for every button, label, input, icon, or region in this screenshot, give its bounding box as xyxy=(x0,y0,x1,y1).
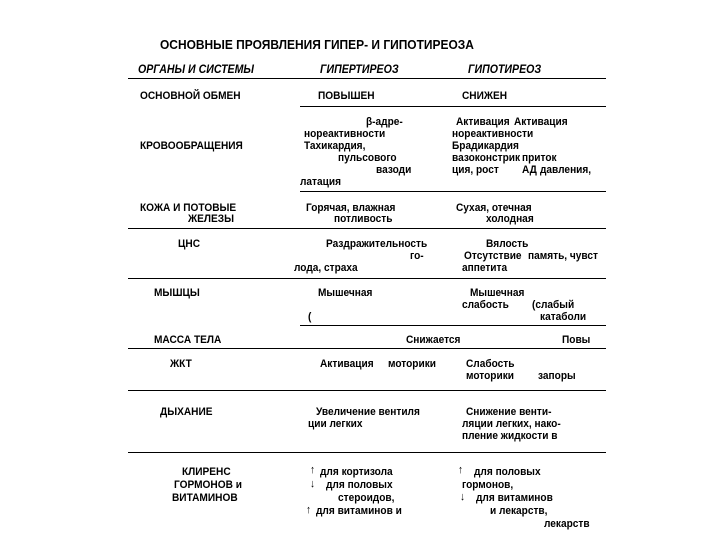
hypo-git-2b: запоры xyxy=(538,370,576,382)
page-title: ОСНОВНЫЕ ПРОЯВЛЕНИЯ ГИПЕР- И ГИПОТИРЕОЗА xyxy=(160,37,474,52)
hyper-breathing-1: Увеличение вентиля xyxy=(316,406,420,418)
hyper-circulation-5: вазоди xyxy=(376,164,412,176)
organ-clearance-2: ГОРМОНОВ и xyxy=(174,479,242,491)
hypo-circulation-5: ция, рост xyxy=(452,164,499,176)
organ-basal: ОСНОВНОЙ ОБМЕН xyxy=(140,90,241,102)
hyper-cns-1: Раздражительность xyxy=(326,238,428,250)
organ-skin-1: КОЖА И ПОТОВЫЕ xyxy=(140,202,237,214)
arrow-up-icon: ↑ xyxy=(458,464,464,476)
organ-git: ЖКТ xyxy=(170,358,192,370)
organ-clearance-3: ВИТАМИНОВ xyxy=(172,492,238,504)
hyper-git-1: Активация xyxy=(320,358,374,370)
hyper-muscles-2: ( xyxy=(308,311,312,323)
hyper-circulation-3: Тахикардия, xyxy=(304,140,366,152)
hypo-clearance-5: лекарств xyxy=(544,518,590,530)
hypo-git-1: Слабость xyxy=(466,358,515,370)
arrow-up-icon: ↑ xyxy=(306,504,312,516)
hypo-muscles-2b: (слабый xyxy=(532,299,575,311)
row-divider xyxy=(300,191,606,192)
hypo-git-2: моторики xyxy=(466,370,514,382)
hypo-cns-1: Вялость xyxy=(486,238,529,250)
hypo-breathing-1: Снижение венти- xyxy=(466,406,552,418)
hypo-breathing-2: ляции легких, нако- xyxy=(462,418,561,430)
hyper-skin-1: Горячая, влажная xyxy=(306,202,396,214)
row-divider xyxy=(300,325,606,326)
hypo-basal: СНИЖЕН xyxy=(462,90,508,102)
row-divider xyxy=(128,390,606,391)
organ-clearance-1: КЛИРЕНС xyxy=(182,466,231,478)
header-hyper: ГИПЕРТИРЕОЗ xyxy=(320,64,399,76)
hyper-clearance-1: для кортизола xyxy=(320,466,393,478)
hypo-cns-2: Отсутствие xyxy=(464,250,522,262)
hyper-circulation-1: β-адре- xyxy=(366,116,403,128)
hyper-circulation-2: нореактивности xyxy=(304,128,386,140)
hyper-clearance-3: стероидов, xyxy=(338,492,395,504)
hyper-circulation-4: пульсового xyxy=(338,152,397,164)
organ-circulation: КРОВООБРАЩЕНИЯ xyxy=(140,140,243,152)
hyper-git-2: моторики xyxy=(388,358,436,370)
row-divider xyxy=(128,228,606,229)
row-divider xyxy=(300,106,606,107)
hyper-weight: Снижается xyxy=(406,334,461,346)
header-hypo: ГИПОТИРЕОЗ xyxy=(468,64,542,76)
hypo-circulation-1: Активация xyxy=(456,116,510,128)
hypo-clearance-1: для половых xyxy=(474,466,541,478)
hypo-muscles-2: слабость xyxy=(462,299,509,311)
hyper-muscles-1: Мышечная xyxy=(318,287,373,299)
hypo-circulation-2: нореактивности xyxy=(452,128,534,140)
hypo-skin-2: холодная xyxy=(486,213,534,225)
arrow-down-icon: ↓ xyxy=(310,478,316,490)
hypo-circulation-5b: АД xyxy=(522,164,537,176)
hypo-muscles-3: катаболи xyxy=(540,311,587,323)
hypo-circulation-4: вазоконстрик xyxy=(452,152,521,164)
arrow-up-icon: ↑ xyxy=(310,464,316,476)
hypo-skin-1: Сухая, отечная xyxy=(456,202,532,214)
hyper-clearance-4: для витаминов и xyxy=(316,505,402,517)
hypo-weight: Повы xyxy=(562,334,591,346)
organ-skin-2: ЖЕЛЕЗЫ xyxy=(188,213,234,225)
hypo-breathing-3: пление жидкости в xyxy=(462,430,558,442)
arrow-down-icon: ↓ xyxy=(460,491,466,503)
hyper-skin-2: потливость xyxy=(334,213,393,225)
hyper-clearance-2: для половых xyxy=(326,479,393,491)
organ-cns: ЦНС xyxy=(178,238,201,250)
hyper-cns-3: лода, страха xyxy=(294,262,358,274)
hypo-circulation-5c: давления, xyxy=(540,164,592,176)
hypo-circulation-4b: приток xyxy=(522,152,557,164)
hypo-circulation-3: Брадикардия xyxy=(452,140,519,152)
organ-breathing: ДЫХАНИЕ xyxy=(160,406,213,418)
row-divider xyxy=(128,278,606,279)
row-divider xyxy=(128,452,606,453)
hypo-clearance-4: и лекарств, xyxy=(490,505,548,517)
hyper-cns-2: го- xyxy=(410,250,424,262)
hypo-cns-3: аппетита xyxy=(462,262,508,274)
organ-muscles: МЫШЦЫ xyxy=(154,287,200,299)
row-divider xyxy=(128,348,606,349)
hyper-circulation-6: латация xyxy=(300,176,341,188)
header-divider xyxy=(128,78,606,79)
hypo-clearance-3: для витаминов xyxy=(476,492,553,504)
header-organs: ОРГАНЫ И СИСТЕМЫ xyxy=(138,64,255,76)
organ-weight: МАССА ТЕЛА xyxy=(154,334,222,346)
hyper-breathing-2: ции легких xyxy=(308,418,363,430)
hypo-clearance-2: гормонов, xyxy=(462,479,514,491)
hypo-circulation-1b: Активация xyxy=(514,116,568,128)
hyper-basal: ПОВЫШЕН xyxy=(318,90,375,102)
hypo-muscles-1: Мышечная xyxy=(470,287,525,299)
hypo-cns-2b: память, чувст xyxy=(528,250,598,262)
